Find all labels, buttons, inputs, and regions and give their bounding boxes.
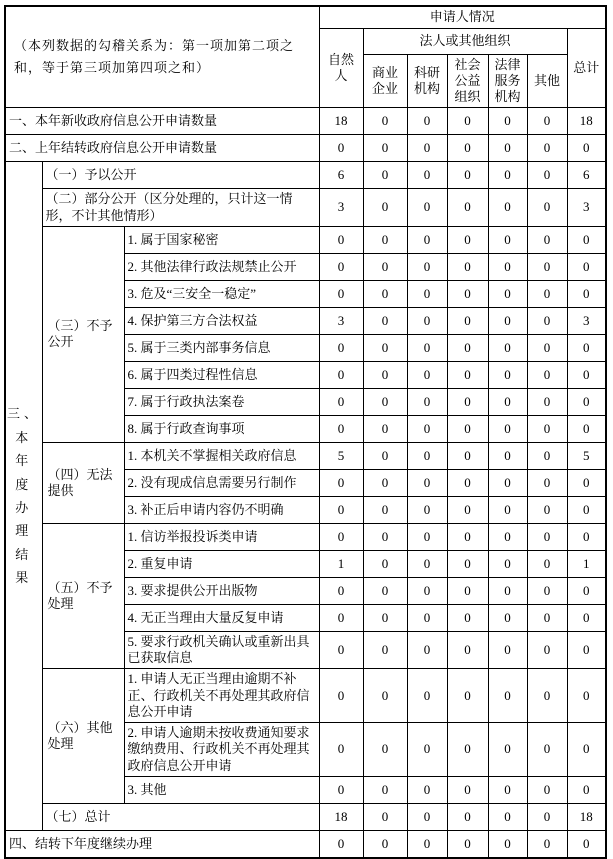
value-cell: 0 [527, 803, 567, 830]
value-cell: 0 [363, 361, 407, 388]
value-cell: 0 [363, 280, 407, 307]
value-cell: 0 [447, 830, 488, 858]
value-cell: 0 [447, 669, 488, 723]
value-cell: 0 [527, 442, 567, 469]
value-cell: 0 [488, 550, 527, 577]
value-cell: 3 [319, 307, 363, 334]
value-cell: 0 [488, 669, 527, 723]
value-cell: 0 [488, 361, 527, 388]
value-cell: 0 [407, 162, 447, 189]
row-label-cell: 四、结转下年度继续办理 [5, 830, 319, 858]
value-cell: 0 [527, 604, 567, 631]
value-cell: 0 [407, 496, 447, 523]
value-cell: 0 [319, 253, 363, 280]
row-label-cell: 5. 要求行政机关确认或重新出具已获取信息 [124, 631, 319, 669]
value-cell: 0 [527, 189, 567, 227]
value-cell: 0 [527, 162, 567, 189]
row-label-cell: （二）部分公开（区分处理的，只计这一情形，不计其他情形） [42, 189, 319, 227]
row-label-cell: 3. 补正后申请内容仍不明确 [124, 496, 319, 523]
value-cell: 0 [319, 577, 363, 604]
value-cell: 0 [407, 226, 447, 253]
value-cell: 0 [363, 108, 407, 135]
value-cell: 0 [527, 631, 567, 669]
value-cell: 0 [488, 162, 527, 189]
value-cell: 6 [567, 162, 606, 189]
value-cell: 0 [488, 280, 527, 307]
value-cell: 5 [567, 442, 606, 469]
value-cell: 0 [488, 523, 527, 550]
value-cell: 0 [447, 550, 488, 577]
value-cell: 0 [447, 162, 488, 189]
value-cell: 0 [407, 135, 447, 162]
category-label-cell: （四）无法提供 [42, 442, 124, 523]
value-cell: 0 [527, 577, 567, 604]
row-label-cell: 1. 信访举报投诉类申请 [124, 523, 319, 550]
value-cell: 0 [488, 442, 527, 469]
value-cell: 0 [363, 723, 407, 777]
value-cell: 0 [447, 189, 488, 227]
value-cell: 0 [527, 723, 567, 777]
value-cell: 5 [319, 442, 363, 469]
table-row [5, 803, 606, 830]
value-cell: 0 [447, 631, 488, 669]
category-label-cell: （五）不予处理 [42, 523, 124, 669]
value-cell: 0 [567, 334, 606, 361]
value-cell: 0 [319, 415, 363, 442]
value-cell: 0 [447, 361, 488, 388]
table-body [5, 108, 606, 858]
value-cell: 18 [567, 803, 606, 830]
value-cell: 0 [488, 108, 527, 135]
value-cell: 0 [527, 669, 567, 723]
value-cell: 0 [567, 226, 606, 253]
row-label-cell: 3. 危及“三安全一稳定” [124, 280, 319, 307]
header-row-1 [5, 6, 606, 28]
value-cell: 0 [447, 776, 488, 803]
value-cell: 0 [567, 361, 606, 388]
value-cell: 0 [527, 776, 567, 803]
value-cell: 0 [363, 604, 407, 631]
value-cell: 0 [567, 496, 606, 523]
row-label-cell: 4. 保护第三方合法权益 [124, 307, 319, 334]
value-cell: 18 [319, 108, 363, 135]
category-label-cell: （三）不予公开 [42, 226, 124, 442]
disclosure-statistics-table [4, 5, 607, 859]
value-cell: 0 [527, 334, 567, 361]
value-cell: 0 [447, 388, 488, 415]
value-cell: 0 [363, 442, 407, 469]
value-cell: 0 [407, 631, 447, 669]
header-legal-service-org: 法律服务机构 [488, 54, 527, 108]
value-cell: 0 [488, 334, 527, 361]
value-cell: 0 [407, 550, 447, 577]
table-row [5, 135, 606, 162]
value-cell: 0 [527, 388, 567, 415]
value-cell: 0 [567, 253, 606, 280]
row-label-cell: 4. 无正当理由大量反复申请 [124, 604, 319, 631]
value-cell: 0 [319, 334, 363, 361]
value-cell: 0 [527, 135, 567, 162]
value-cell: 0 [363, 669, 407, 723]
value-cell: 0 [488, 135, 527, 162]
value-cell: 0 [407, 280, 447, 307]
value-cell: 0 [527, 280, 567, 307]
value-cell: 0 [488, 388, 527, 415]
value-cell: 3 [567, 307, 606, 334]
value-cell: 0 [319, 631, 363, 669]
value-cell: 6 [319, 162, 363, 189]
value-cell: 0 [407, 523, 447, 550]
value-cell: 0 [488, 469, 527, 496]
value-cell: 0 [567, 388, 606, 415]
value-cell: 0 [447, 415, 488, 442]
value-cell: 0 [319, 361, 363, 388]
header-total: 总计 [567, 28, 606, 108]
header-other-org: 其他 [527, 54, 567, 108]
value-cell: 0 [488, 189, 527, 227]
value-cell: 0 [319, 830, 363, 858]
table-row [5, 162, 606, 189]
value-cell: 0 [363, 307, 407, 334]
value-cell: 0 [319, 496, 363, 523]
row-label-cell: 二、上年结转政府信息公开申请数量 [5, 135, 319, 162]
value-cell: 0 [488, 631, 527, 669]
value-cell: 0 [407, 415, 447, 442]
value-cell: 0 [488, 723, 527, 777]
value-cell: 0 [363, 415, 407, 442]
value-cell: 0 [567, 523, 606, 550]
value-cell: 0 [567, 469, 606, 496]
value-cell: 0 [447, 523, 488, 550]
value-cell: 0 [488, 415, 527, 442]
value-cell: 0 [447, 469, 488, 496]
value-cell: 0 [363, 388, 407, 415]
header-legal-or-other-org: 法人或其他组织 [363, 28, 567, 54]
value-cell: 0 [567, 280, 606, 307]
row-label-cell: 8. 属于行政查询事项 [124, 415, 319, 442]
value-cell: 0 [567, 669, 606, 723]
value-cell: 0 [407, 604, 447, 631]
value-cell: 0 [407, 442, 447, 469]
value-cell: 18 [319, 803, 363, 830]
row-label-cell: 3. 其他 [124, 776, 319, 803]
value-cell: 0 [527, 307, 567, 334]
value-cell: 1 [319, 550, 363, 577]
value-cell: 0 [407, 189, 447, 227]
value-cell: 0 [488, 307, 527, 334]
value-cell: 0 [319, 776, 363, 803]
value-cell: 0 [363, 469, 407, 496]
value-cell: 0 [363, 334, 407, 361]
value-cell: 0 [363, 162, 407, 189]
value-cell: 0 [527, 108, 567, 135]
value-cell: 0 [363, 135, 407, 162]
value-cell: 0 [567, 577, 606, 604]
value-cell: 0 [319, 669, 363, 723]
value-cell: 0 [447, 108, 488, 135]
value-cell: 0 [567, 776, 606, 803]
value-cell: 0 [447, 226, 488, 253]
value-cell: 0 [527, 253, 567, 280]
table-row [5, 523, 606, 550]
row-label-cell: 3. 要求提供公开出版物 [124, 577, 319, 604]
value-cell: 0 [363, 776, 407, 803]
value-cell: 0 [527, 226, 567, 253]
value-cell: 0 [527, 469, 567, 496]
value-cell: 0 [447, 577, 488, 604]
value-cell: 0 [567, 415, 606, 442]
value-cell: 0 [447, 496, 488, 523]
value-cell: 0 [567, 135, 606, 162]
value-cell: 0 [488, 830, 527, 858]
value-cell: 0 [447, 280, 488, 307]
value-cell: 0 [319, 523, 363, 550]
value-cell: 0 [447, 604, 488, 631]
value-cell: 0 [407, 577, 447, 604]
value-cell: 0 [407, 830, 447, 858]
value-cell: 0 [447, 723, 488, 777]
value-cell: 0 [319, 604, 363, 631]
value-cell: 0 [447, 135, 488, 162]
table-row [5, 189, 606, 227]
value-cell: 0 [319, 135, 363, 162]
section-vertical-label: 三、本年度办理结果 [5, 162, 42, 831]
value-cell: 18 [567, 108, 606, 135]
table-row [5, 669, 606, 723]
value-cell: 0 [407, 388, 447, 415]
value-cell: 0 [447, 803, 488, 830]
value-cell: 1 [567, 550, 606, 577]
value-cell: 0 [407, 669, 447, 723]
value-cell: 0 [567, 723, 606, 777]
value-cell: 0 [527, 415, 567, 442]
value-cell: 0 [407, 803, 447, 830]
table-row [5, 226, 606, 253]
value-cell: 0 [407, 253, 447, 280]
row-label-cell: 2. 重复申请 [124, 550, 319, 577]
value-cell: 0 [527, 523, 567, 550]
value-cell: 0 [363, 803, 407, 830]
value-cell: 0 [447, 307, 488, 334]
value-cell: 0 [567, 830, 606, 858]
value-cell: 0 [319, 226, 363, 253]
row-label-cell: 5. 属于三类内部事务信息 [124, 334, 319, 361]
value-cell: 0 [527, 496, 567, 523]
value-cell: 0 [488, 803, 527, 830]
value-cell: 0 [488, 496, 527, 523]
value-cell: 0 [363, 631, 407, 669]
table-row [5, 830, 606, 858]
value-cell: 3 [567, 189, 606, 227]
header-commercial-enterprise: 商业企业 [363, 54, 407, 108]
value-cell: 0 [488, 577, 527, 604]
value-cell: 0 [363, 830, 407, 858]
value-cell: 0 [363, 523, 407, 550]
table-row [5, 108, 606, 135]
value-cell: 0 [407, 108, 447, 135]
value-cell: 0 [363, 550, 407, 577]
value-cell: 0 [488, 776, 527, 803]
row-label-cell: 7. 属于行政执法案卷 [124, 388, 319, 415]
value-cell: 0 [363, 189, 407, 227]
value-cell: 0 [319, 388, 363, 415]
reconciliation-note: （本列数据的勾稽关系为：第一项加第二项之和，等于第三项加第四项之和） [5, 6, 319, 108]
value-cell: 0 [363, 253, 407, 280]
value-cell: 0 [488, 226, 527, 253]
table-row [5, 442, 606, 469]
row-label-cell: 1. 申请人无正当理由逾期不补正、行政机关不再处理其政府信息公开申请 [124, 669, 319, 723]
value-cell: 0 [447, 442, 488, 469]
row-label-cell: 2. 其他法律行政法规禁止公开 [124, 253, 319, 280]
row-label-cell: 1. 属于国家秘密 [124, 226, 319, 253]
value-cell: 0 [567, 631, 606, 669]
value-cell: 0 [447, 334, 488, 361]
row-label-cell: 一、本年新收政府信息公开申请数量 [5, 108, 319, 135]
value-cell: 0 [567, 604, 606, 631]
value-cell: 0 [407, 776, 447, 803]
row-label-cell: 1. 本机关不掌握相关政府信息 [124, 442, 319, 469]
value-cell: 0 [363, 577, 407, 604]
category-label-cell: （六）其他处理 [42, 669, 124, 804]
row-label-cell: 2. 申请人逾期未按收费通知要求缴纳费用、行政机关不再处理其政府信息公开申请 [124, 723, 319, 777]
header-applicant-situation: 申请人情况 [319, 6, 606, 28]
value-cell: 0 [527, 361, 567, 388]
row-label-cell: 2. 没有现成信息需要另行制作 [124, 469, 319, 496]
row-label-cell: （七）总计 [42, 803, 319, 830]
value-cell: 0 [319, 469, 363, 496]
header-research-institution: 科研机构 [407, 54, 447, 108]
value-cell: 0 [488, 253, 527, 280]
row-label-cell: （一）予以公开 [42, 162, 319, 189]
header-natural-person: 自然人 [319, 28, 363, 108]
value-cell: 0 [363, 496, 407, 523]
value-cell: 0 [363, 226, 407, 253]
value-cell: 0 [447, 253, 488, 280]
value-cell: 0 [319, 280, 363, 307]
value-cell: 0 [407, 361, 447, 388]
value-cell: 0 [407, 469, 447, 496]
value-cell: 0 [319, 723, 363, 777]
value-cell: 0 [407, 723, 447, 777]
row-label-cell: 6. 属于四类过程性信息 [124, 361, 319, 388]
value-cell: 0 [407, 334, 447, 361]
value-cell: 0 [488, 604, 527, 631]
header-social-welfare-org: 社会公益组织 [447, 54, 488, 108]
value-cell: 3 [319, 189, 363, 227]
value-cell: 0 [407, 307, 447, 334]
value-cell: 0 [527, 830, 567, 858]
value-cell: 0 [527, 550, 567, 577]
